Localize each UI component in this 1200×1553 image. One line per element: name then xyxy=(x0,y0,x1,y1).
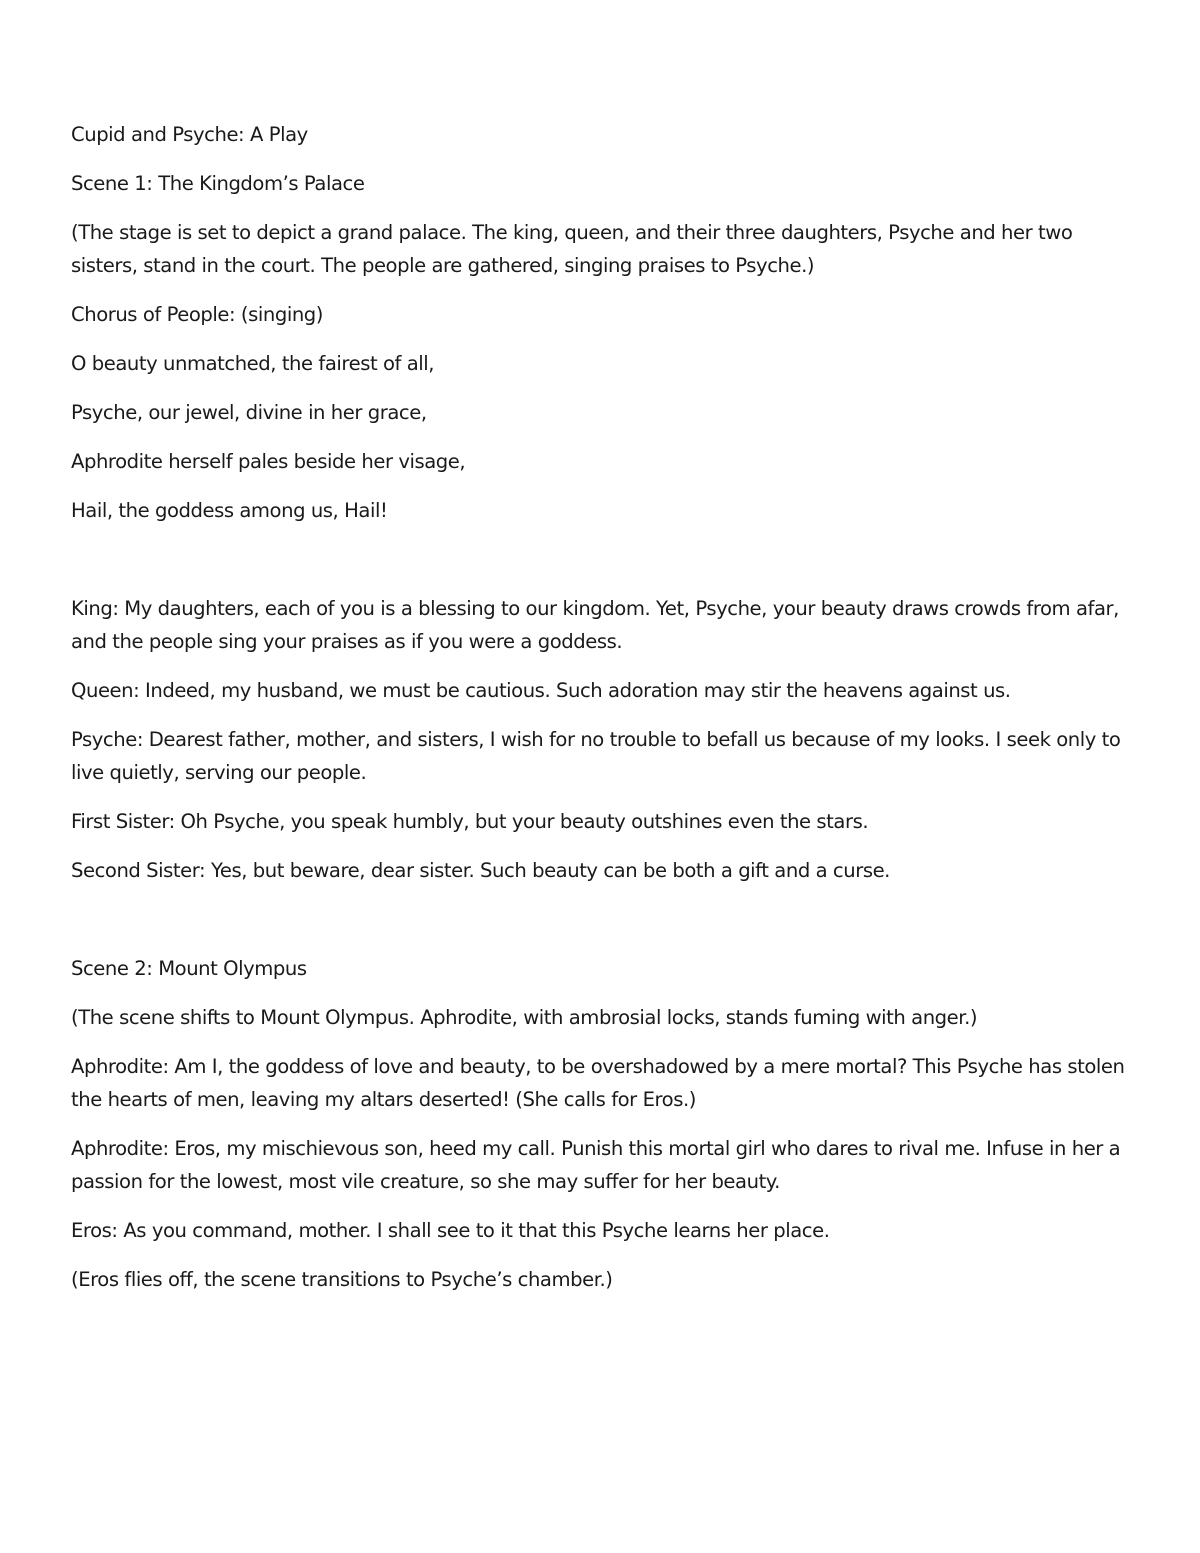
song-line: Psyche, our jewel, divine in her grace, xyxy=(71,401,427,424)
dialogue-line-second-sister: Second Sister: Yes, but beware, dear sister. Such beauty can be both a gift and a curse. xyxy=(71,859,890,882)
chorus-intro: Chorus of People: (singing) xyxy=(71,303,323,326)
scene-2-stage-direction: (The scene shifts to Mount Olympus. Aphrodite, with ambrosial locks, stands fuming with anger.) xyxy=(71,1006,978,1029)
dialogue-line-psyche: Psyche: Dearest father, mother, and sisters, I wish for no trouble to befall us because of my looks. I seek only to live quietly, serving our people. xyxy=(71,728,1121,784)
play-title: Cupid and Psyche: A Play xyxy=(71,123,308,146)
document-body xyxy=(71,118,1137,1312)
scene-1-stage-direction: (The stage is set to depict a grand palace. The king, queen, and their three daughters, Psyche and her two sisters, stand in the court. The people are gathered, singing praises to Psyche.) xyxy=(71,221,1073,277)
scene-1-heading: Scene 1: The Kingdom’s Palace xyxy=(71,172,365,195)
song-line: Aphrodite herself pales beside her visage, xyxy=(71,450,466,473)
dialogue-line-eros: Eros: As you command, mother. I shall see to it that this Psyche learns her place. xyxy=(71,1219,830,1242)
dialogue-line-aphrodite: Aphrodite: Eros, my mischievous son, heed my call. Punish this mortal girl who dares to rival me. Infuse in her a passion for the lowest, most vile creature, so she may suffer for her beauty. xyxy=(71,1137,1121,1193)
scene-2-heading: Scene 2: Mount Olympus xyxy=(71,957,307,980)
song-line: Hail, the goddess among us, Hail! xyxy=(71,499,388,522)
dialogue-line-king: King: My daughters, each of you is a blessing to our kingdom. Yet, Psyche, your beauty draws crowds from afar, and the people sing your praises as if you were a goddess. xyxy=(71,597,1119,653)
song-line: O beauty unmatched, the fairest of all, xyxy=(71,352,435,375)
closing-stage-direction: (Eros flies off, the scene transitions to Psyche’s chamber.) xyxy=(71,1268,613,1291)
dialogue-line-queen: Queen: Indeed, my husband, we must be cautious. Such adoration may stir the heavens against us. xyxy=(71,679,1011,702)
dialogue-line-first-sister: First Sister: Oh Psyche, you speak humbly, but your beauty outshines even the stars. xyxy=(71,810,869,833)
dialogue-line-aphrodite: Aphrodite: Am I, the goddess of love and beauty, to be overshadowed by a mere mortal? This Psyche has stolen the hearts of men, leaving my altars deserted! (She calls for Eros.) xyxy=(71,1055,1125,1111)
